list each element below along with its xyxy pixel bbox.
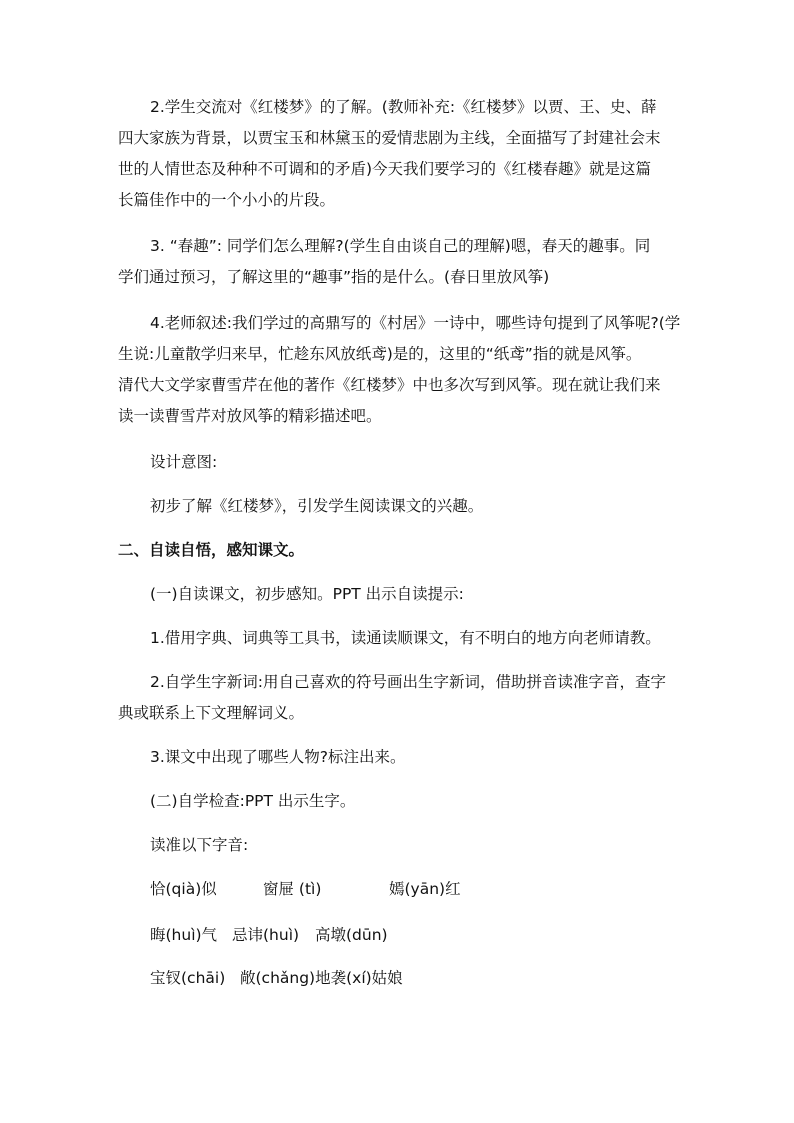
paragraph-3-line-1: 4.老师叙述:我们学过的高鼎写的《村居》一诗中，哪些诗句提到了风筝呢?(学 bbox=[150, 314, 681, 332]
section-heading: 二、自读自悟，感知课文。 bbox=[118, 541, 305, 559]
paragraph-2-line-2: 学们通过预习，了解这里的“趣事”指的是什么。(春日里放风筝) bbox=[118, 268, 550, 286]
pinyin-word: 高墩(dūn) bbox=[315, 926, 388, 944]
design-intent-text: 初步了解《红楼梦》，引发学生阅读课文的兴趣。 bbox=[150, 497, 484, 515]
pinyin-word: 敞(chǎng)地袭(xí)姑娘 bbox=[240, 969, 403, 987]
pinyin-word: 宝钗(chāi) bbox=[150, 969, 226, 987]
list-item-3: 3.课文中出现了哪些人物?标注出来。 bbox=[150, 748, 406, 766]
paragraph-3-line-4: 读一读曹雪芹对放风筝的精彩描述吧。 bbox=[118, 407, 382, 425]
pinyin-word: 晦(huì)气 bbox=[150, 926, 218, 944]
read-label: 读准以下字音: bbox=[150, 836, 249, 854]
pinyin-row-3 bbox=[150, 968, 710, 988]
list-item-1: 1.借用字典、词典等工具书，读通读顺课文，有不明白的地方向老师请教。 bbox=[150, 629, 661, 647]
list-item-2-line-1: 2.自学生字新词:用自己喜欢的符号画出生字新词，借助拼音读准字音，查字 bbox=[150, 673, 667, 691]
paragraph-1-line-1: 2.学生交流对《红楼梦》的了解。(教师补充:《红楼梦》以贾、王、史、薛 bbox=[150, 98, 657, 116]
paragraph-1-line-3: 世的人情世态及种种不可调和的矛盾)今天我们要学习的《红楼春趣》就是这篇 bbox=[118, 160, 652, 178]
design-intent-label: 设计意图: bbox=[150, 453, 218, 471]
paragraph-2-line-1: 3. “春趣”: 同学们怎么理解?(学生自由谈自己的理解)嗯，春天的趣事。同 bbox=[150, 237, 651, 255]
subsection-1: (一)自读课文，初步感知。PPT 出示自读提示: bbox=[150, 585, 464, 603]
pinyin-word: 忌讳(huì) bbox=[232, 926, 300, 944]
paragraph-3-line-3: 清代大文学家曹雪芹在他的著作《红楼梦》中也多次写到风筝。现在就让我们来 bbox=[118, 376, 661, 394]
pinyin-word: 窗屉 (tì) bbox=[263, 880, 322, 898]
paragraph-1-line-4: 长篇佳作中的一个小小的片段。 bbox=[118, 191, 336, 209]
paragraph-1-line-2: 四大家族为背景，以贾宝玉和林黛玉的爱情悲剧为主线，全面描写了封建社会末 bbox=[118, 129, 661, 147]
paragraph-3-line-2: 生说:儿童散学归来早，忙趁东风放纸鸢)是的，这里的“纸鸢”指的就是风筝。 bbox=[118, 345, 642, 363]
subsection-2: (二)自学检查:PPT 出示生字。 bbox=[150, 792, 356, 810]
pinyin-row-2 bbox=[150, 925, 710, 945]
pinyin-word: 恰(qià)似 bbox=[150, 880, 217, 898]
pinyin-row-1 bbox=[150, 879, 710, 899]
list-item-2-line-2: 典或联系上下文理解词义。 bbox=[118, 704, 305, 722]
pinyin-word: 嫣(yān)红 bbox=[389, 880, 461, 898]
